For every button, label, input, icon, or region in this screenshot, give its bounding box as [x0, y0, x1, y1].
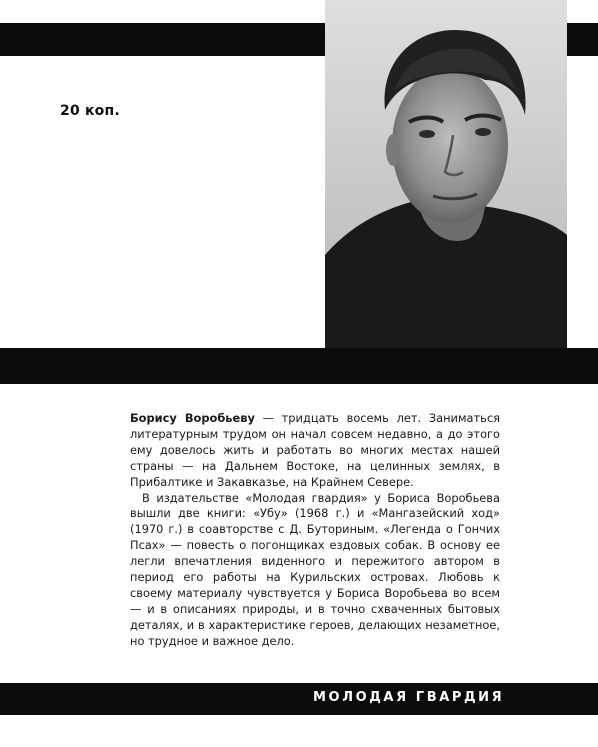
middle-black-band [0, 348, 598, 384]
publisher-name: МОЛОДАЯ ГВАРДИЯ [313, 690, 505, 705]
author-portrait [325, 0, 567, 348]
bio-paragraph-2: В издательстве «Молодая гвардия» у Бориса Воробьева вышли две книги: «Убу» (1968 г.) и «Мангазейский ход» (1970 г.) в соавторстве с Д. Буториным. «Легенда о Гончих Псах» — повесть о погонщиках ездовых собак. В основу ее легли впечатления виденного и пережитого автором в период его работы на Курильских островах. Любовь к своему материалу чувствуется у Бориса Воробьева во всем — и в описаниях природы, и в точно схваченных бытовых деталях, и в характеристике героев, делающих незаметное, но трудное и важное дело. [130, 490, 500, 648]
author-bio [130, 411, 500, 650]
price-label: 20 коп. [60, 103, 120, 119]
bottom-black-band [0, 683, 598, 715]
bio-paragraph-1 [130, 411, 500, 491]
author-name: Борису Воробьеву [130, 411, 255, 425]
author-portrait-drawing [325, 0, 567, 348]
bio-paragraph-1-text: — тридцать восемь лет. Заниматься литературным трудом он начал совсем недавно, а до этого ему довелось жить и работать во многих местах нашей страны — на Дальнем Востоке, на целинных землях, в Прибалтике и Закавказье, на Крайнем Севере. [130, 411, 500, 489]
